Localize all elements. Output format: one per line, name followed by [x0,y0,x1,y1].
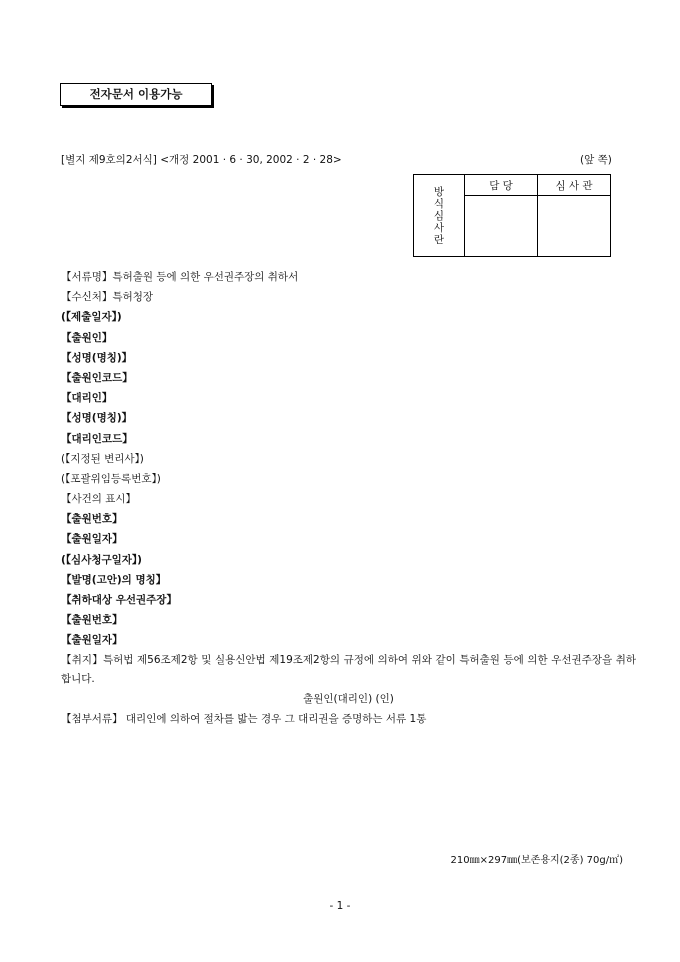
field-document-name: 【서류명】특허출원 등에 의한 우선권주장의 취하서 [61,271,299,283]
review-label-char: 식 [433,197,445,210]
electronic-document-banner: 전자문서 이용가능 [60,83,212,106]
review-col-examiner: 심 사 관 [538,175,611,196]
review-label-char: 사 [433,221,445,234]
page-number: - 1 - [329,900,351,912]
attachments: 【첨부서류】 대리인에 의하여 절차를 밟는 경우 그 대리권을 증명하는 서류 1통 [61,712,427,725]
form-body [61,267,636,729]
field-application-number: 【출원번호】 [61,513,123,526]
review-cell-examiner [538,196,611,257]
review-cell-staff [465,196,538,257]
review-table [413,174,611,257]
purpose-statement: 【취지】특허법 제56조제2항 및 실용신안법 제19조제2항의 규정에 의하여 위와 같이 특허출원 등에 의한 우선권주장을 취하합니다. [61,653,636,685]
review-label [414,175,465,257]
field-withdrawn-priority: 【취하대상 우선권주장】 [61,594,177,606]
signature-line: 출원인(대리인) (인) [303,692,394,705]
field-priority-application-number: 【출원번호】 [61,614,123,627]
field-agent: 【대리인】 [61,392,113,405]
field-applicant: 【출원인】 [61,331,113,344]
review-label-char: 방 [433,185,445,198]
field-submission-date: (【제출일자】) [61,311,122,324]
page-side-label: (앞 쪽) [580,154,612,166]
field-general-power-number: (【포괄위임등록번호】) [61,472,161,485]
field-examination-request-date: (【심사청구일자】) [61,553,142,566]
review-label-char: 심 [433,209,445,222]
field-application-date: 【출원일자】 [61,533,123,546]
field-designated-attorney: (【지정된 변리사】) [61,452,144,465]
field-invention-title: 【발명(고안)의 명칭】 [61,573,167,586]
field-applicant-code: 【출원인코드】 [61,371,133,384]
paper-spec: 210㎜×297㎜(보존용지(2종) 70g/㎡) [450,855,623,866]
field-case-indication: 【사건의 표시】 [61,493,137,506]
review-label-char: 란 [433,233,445,246]
form-number: [별지 제9호의2서식] <개정 2001 · 6 · 30, 2002 · 2 · 28> [61,154,342,166]
field-recipient: 【수신처】특허청장 [61,291,154,304]
field-priority-application-date: 【출원일자】 [61,634,123,647]
field-agent-code: 【대리인코드】 [61,432,133,445]
field-agent-name: 【성명(명칭)】 [61,412,133,425]
field-applicant-name: 【성명(명칭)】 [61,351,133,364]
review-col-staff: 담 당 [465,175,538,196]
